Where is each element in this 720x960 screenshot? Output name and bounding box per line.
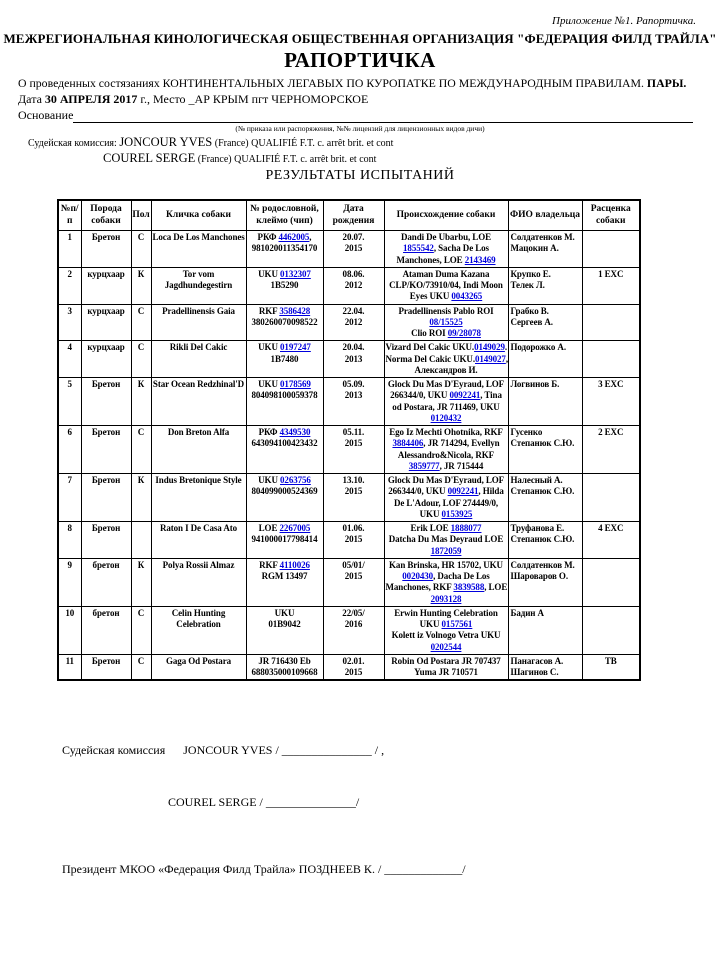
registry-number-link[interactable]: 0092241	[447, 486, 479, 497]
document-title: РАПОРТИЧКА	[284, 48, 436, 72]
table-row	[58, 304, 640, 341]
cell-pedigree-number: JR 716430 Eb 688035000109668	[246, 654, 323, 680]
registry-number-link[interactable]: 3839588	[453, 582, 485, 593]
place-label: г., Место	[137, 92, 189, 106]
cell-sex: С	[131, 606, 151, 654]
cell-rating	[582, 474, 640, 522]
cell-owner: Подорожко А.	[508, 341, 582, 378]
cell-row-number: 10	[58, 606, 81, 654]
table-row	[58, 522, 640, 559]
cell-origin: Robin Od Postara JR 707437 Yuma JR 710571	[384, 654, 508, 680]
event-pairs-label: ПАРЫ.	[646, 76, 687, 90]
event-description-text: О проведенных состязаниях КОНТИНЕНТАЛЬНЫХ ЛЕГАВЫХ ПО КУРОПАТКЕ ПО МЕЖДУНАРОДНЫМ ПРАВИЛАМ.	[18, 76, 647, 90]
cell-owner: Налесный А. Степанюк С.Ю.	[508, 474, 582, 522]
results-table	[57, 199, 641, 681]
cell-birth-date: 05/01/ 2015	[323, 558, 384, 606]
registry-number-link[interactable]: 0120432	[430, 412, 462, 423]
signature-committee-label: Судейская комиссия	[62, 743, 166, 758]
column-header: Происхождение собаки	[384, 200, 508, 230]
registry-number-link[interactable]: 0043265	[451, 291, 483, 302]
judge-2-qualification: QUALIFIÉ F.T. c. arrêt brit. et cont	[234, 153, 377, 165]
column-header: № родословной, клеймо (чип)	[246, 200, 323, 230]
cell-rating	[582, 606, 640, 654]
cell-sex	[131, 522, 151, 559]
cell-origin: Glock Du Mas D'Eyraud, LOF 266344/0, UKU 0092241, Tina od Postara, JR 711469, UKU 0120432	[384, 378, 508, 426]
basis-blank-line	[73, 109, 693, 123]
cell-sex: К	[131, 474, 151, 522]
column-header: Порода собаки	[81, 200, 131, 230]
results-title: РЕЗУЛЬТАТЫ ИСПЫТАНИЙ	[265, 168, 455, 184]
cell-pedigree-number: UKU 0178569 804098100059378	[246, 378, 323, 426]
registry-number-link[interactable]: 0197247	[280, 342, 311, 353]
cell-breed: Бретон	[81, 426, 131, 474]
cell-sex: К	[131, 558, 151, 606]
cell-dog-name: Tor vom Jagdhundegestirn	[151, 267, 246, 304]
cell-sex: С	[131, 426, 151, 474]
judge-2-name: COUREL SERGE	[103, 150, 196, 165]
cell-row-number: 3	[58, 304, 81, 341]
cell-pedigree-number: РКФ 4462005, 981020011354170	[246, 231, 323, 268]
cell-pedigree-number: UKU 0132307 1B5290	[246, 267, 323, 304]
cell-sex: К	[131, 378, 151, 426]
basis-footnote: (№ приказа или распоряжения, №№ лицензий для лицензионных видов дичи)	[235, 124, 485, 133]
results-table-header-row	[58, 200, 640, 230]
cell-dog-name: Indus Bretonique Style	[151, 474, 246, 522]
registry-number-link[interactable]: 08/15525	[429, 316, 463, 327]
cell-owner: Бадин А	[508, 606, 582, 654]
registry-number-link[interactable]: 4462005	[278, 232, 310, 243]
cell-row-number: 7	[58, 474, 81, 522]
cell-origin: Ataman Duma Kazana CLP/KO/73910/04, Indi Moon Eyes UKU 0043265	[384, 267, 508, 304]
cell-dog-name: Pradellinensis Gaia	[151, 304, 246, 341]
cell-breed: Бретон	[81, 474, 131, 522]
cell-row-number: 8	[58, 522, 81, 559]
column-header: Дата рождения	[323, 200, 384, 230]
judge-1-country: (France)	[212, 138, 252, 149]
cell-birth-date: 22/05/ 2016	[323, 606, 384, 654]
cell-origin: Kan Brinska, HR 15702, UKU 0020430, Dacha De Los Manchones, RKF 3839588, LOE 2093128	[384, 558, 508, 606]
cell-pedigree-number: RKF 4110026 RGM 13497	[246, 558, 323, 606]
table-row	[58, 378, 640, 426]
basis-label: Основание	[18, 108, 74, 122]
column-header: Пол	[131, 200, 151, 230]
cell-rating: ТВ	[582, 654, 640, 680]
column-header: №п/п	[58, 200, 81, 230]
judge-line-2	[103, 151, 720, 167]
cell-birth-date: 20.04. 2013	[323, 341, 384, 378]
registry-number-link[interactable]: 0153925	[441, 508, 473, 519]
judge-line-1	[28, 135, 720, 151]
date-label: Дата	[18, 92, 45, 106]
cell-row-number: 9	[58, 558, 81, 606]
cell-dog-name: Raton I De Casa Ato	[151, 522, 246, 559]
registry-number-link[interactable]: 1872059	[430, 545, 462, 556]
signature-committee	[62, 743, 720, 758]
table-row	[58, 654, 640, 680]
cell-owner: Панагасов А. Шагинов С.	[508, 654, 582, 680]
cell-dog-name: Star Ocean Redzhinal'D	[151, 378, 246, 426]
cell-rating: 2 EXC	[582, 426, 640, 474]
cell-owner: Грабко В. Сергеев А.	[508, 304, 582, 341]
registry-number-link[interactable]: 2093128	[430, 593, 462, 604]
cell-pedigree-number: UKU 0263756 804099000524369	[246, 474, 323, 522]
registry-number-link[interactable]: 1855542	[403, 243, 434, 254]
cell-pedigree-number: UKU 01B9042	[246, 606, 323, 654]
cell-breed: бретон	[81, 558, 131, 606]
cell-dog-name: Don Breton Alfa	[151, 426, 246, 474]
table-row	[58, 606, 640, 654]
cell-pedigree-number: UKU 0197247 1B7480	[246, 341, 323, 378]
table-row	[58, 558, 640, 606]
cell-origin: Ego Iz Mechti Ohotnika, RKF 3884406, JR 714294, Evellyn Alessandro&Nicola, RKF 3859777, JR 715444	[384, 426, 508, 474]
cell-pedigree-number: LOE 2267005 941000017798414	[246, 522, 323, 559]
cell-rating: 3 EXC	[582, 378, 640, 426]
cell-owner: Крупко Е. Телек Л.	[508, 267, 582, 304]
registry-number-link[interactable]: 0149029	[474, 342, 505, 353]
cell-breed: Бретон	[81, 231, 131, 268]
registry-number-link[interactable]: 3586428	[279, 305, 311, 316]
registry-number-link[interactable]: 0092241	[449, 390, 481, 401]
registry-number-link[interactable]: 0132307	[280, 268, 311, 279]
cell-owner: Логвинов Б.	[508, 378, 582, 426]
cell-birth-date: 20.07. 2015	[323, 231, 384, 268]
cell-row-number: 1	[58, 231, 81, 268]
cell-owner: Труфанова Е. Степанюк С.Ю.	[508, 522, 582, 559]
table-row	[58, 474, 640, 522]
registry-number-link[interactable]: 4110026	[279, 559, 310, 570]
table-row	[58, 267, 640, 304]
cell-sex: С	[131, 341, 151, 378]
cell-dog-name: Rikli Del Cakic	[151, 341, 246, 378]
signature-judge-2: COUREL SERGE / _______________/	[168, 795, 360, 810]
cell-owner: Солдатенков М. Мацокин А.	[508, 231, 582, 268]
cell-rating	[582, 231, 640, 268]
registry-number-link[interactable]: 3884406	[392, 438, 424, 449]
cell-pedigree-number: RKF 3586428 380260070098522	[246, 304, 323, 341]
cell-origin: Vizard Del Cakic UKU.0149029. Norma Del Cakic UKU.0149027, Александров И.	[384, 341, 508, 378]
cell-owner: Гусенко Степанюк С.Ю.	[508, 426, 582, 474]
cell-breed: Бретон	[81, 522, 131, 559]
cell-dog-name: Loca De Los Manchones	[151, 231, 246, 268]
organization-name: МЕЖРЕГИОНАЛЬНАЯ КИНОЛОГИЧЕСКАЯ ОБЩЕСТВЕННАЯ ОРГАНИЗАЦИЯ "ФЕДЕРАЦИЯ ФИЛД ТРАЙЛА"	[3, 31, 717, 46]
cell-birth-date: 05.09. 2013	[323, 378, 384, 426]
cell-dog-name: Polya Rossii Almaz	[151, 558, 246, 606]
cell-rating: 1 EXC	[582, 267, 640, 304]
date-place-line	[18, 92, 700, 107]
cell-breed: Бретон	[81, 654, 131, 680]
column-header: Расценка собаки	[582, 200, 640, 230]
registry-number-link[interactable]: 3859777	[408, 460, 440, 471]
cell-owner: Солдатенков М. Шароваров О.	[508, 558, 582, 606]
judge-2-country: (France)	[195, 153, 235, 165]
cell-birth-date: 13.10. 2015	[323, 474, 384, 522]
table-row	[58, 341, 640, 378]
cell-breed: курцхаар	[81, 304, 131, 341]
cell-origin: Dandi De Ubarbu, LOE 1855542, Sacha De Los Manchones, LOE 2143469	[384, 231, 508, 268]
table-row	[58, 231, 640, 268]
cell-dog-name: Gaga Od Postara	[151, 654, 246, 680]
cell-birth-date: 08.06. 2012	[323, 267, 384, 304]
cell-birth-date: 05.11. 2015	[323, 426, 384, 474]
table-row	[58, 426, 640, 474]
cell-rating	[582, 558, 640, 606]
cell-birth-date: 02.01. 2015	[323, 654, 384, 680]
event-description	[18, 76, 700, 91]
registry-number-link[interactable]: 0149027	[475, 353, 506, 364]
cell-sex: К	[131, 267, 151, 304]
page-annotation: Приложение №1. Рапортичка.	[552, 15, 696, 27]
cell-breed: курцхаар	[81, 341, 131, 378]
registry-number-link[interactable]: 4349530	[279, 427, 311, 438]
cell-breed: Бретон	[81, 378, 131, 426]
cell-row-number: 11	[58, 654, 81, 680]
registry-number-link[interactable]: 2143469	[464, 254, 496, 265]
registry-number-link[interactable]: 0157561	[441, 619, 473, 630]
judges-label: Судейская комиссия:	[28, 138, 120, 149]
place-value: _АР КРЫМ пгт ЧЕРНОМОРСКОЕ	[188, 92, 369, 106]
judge-1-name: JONCOUR YVES	[119, 135, 213, 149]
cell-breed: бретон	[81, 606, 131, 654]
cell-origin: Glock Du Mas D'Eyraud, LOF 266344/0, UKU 0092241, Hilda De L'Adour, LOF 274449/0, UKU 0153925	[384, 474, 508, 522]
results-table-body	[58, 231, 640, 681]
registry-number-link[interactable]: 0202544	[430, 641, 462, 652]
registry-number-link[interactable]: 0020430	[402, 571, 434, 582]
cell-birth-date: 22.04. 2012	[323, 304, 384, 341]
judge-1-qualification: QUALIFIÉ F.T. c. arrêt brit. et cont	[251, 138, 394, 149]
cell-pedigree-number: РКФ 4349530 643094100423432	[246, 426, 323, 474]
cell-rating	[582, 304, 640, 341]
registry-number-link[interactable]: 1888077	[450, 523, 482, 534]
judges-committee	[28, 135, 720, 166]
cell-sex: С	[131, 231, 151, 268]
cell-birth-date: 01.06. 2015	[323, 522, 384, 559]
column-header: Кличка собаки	[151, 200, 246, 230]
cell-sex: С	[131, 304, 151, 341]
cell-row-number: 2	[58, 267, 81, 304]
cell-sex: С	[131, 654, 151, 680]
cell-row-number: 6	[58, 426, 81, 474]
signature-judge-1: JONCOUR YVES / _______________ / ,	[183, 743, 385, 758]
registry-number-link[interactable]: 09/28078	[447, 328, 481, 339]
cell-origin: Pradellinensis Pablo ROI 08/15525 Clio ROI 09/28078	[384, 304, 508, 341]
cell-rating	[582, 341, 640, 378]
signature-president: Президент МКОО «Федерация Филд Трайла» ПОЗДНЕЕВ К. / _____________/	[62, 862, 466, 877]
registry-number-link[interactable]: 0263756	[280, 475, 311, 486]
cell-origin: Erwin Hunting Celebration UKU 0157561 Kolett iz Volnogo Vetra UKU 0202544	[384, 606, 508, 654]
column-header: ФИО владельца	[508, 200, 582, 230]
cell-row-number: 4	[58, 341, 81, 378]
cell-row-number: 5	[58, 378, 81, 426]
cell-origin: Erik LOE 1888077 Datcha Du Mas Deyraud LOE 1872059	[384, 522, 508, 559]
cell-rating: 4 EXC	[582, 522, 640, 559]
basis-line	[18, 108, 693, 123]
cell-dog-name: Celin Hunting Celebration	[151, 606, 246, 654]
registry-number-link[interactable]: 2267005	[279, 523, 311, 534]
registry-number-link[interactable]: 0178569	[280, 379, 311, 390]
date-value: 30 АПРЕЛЯ 2017	[44, 92, 138, 106]
cell-breed: курцхаар	[81, 267, 131, 304]
